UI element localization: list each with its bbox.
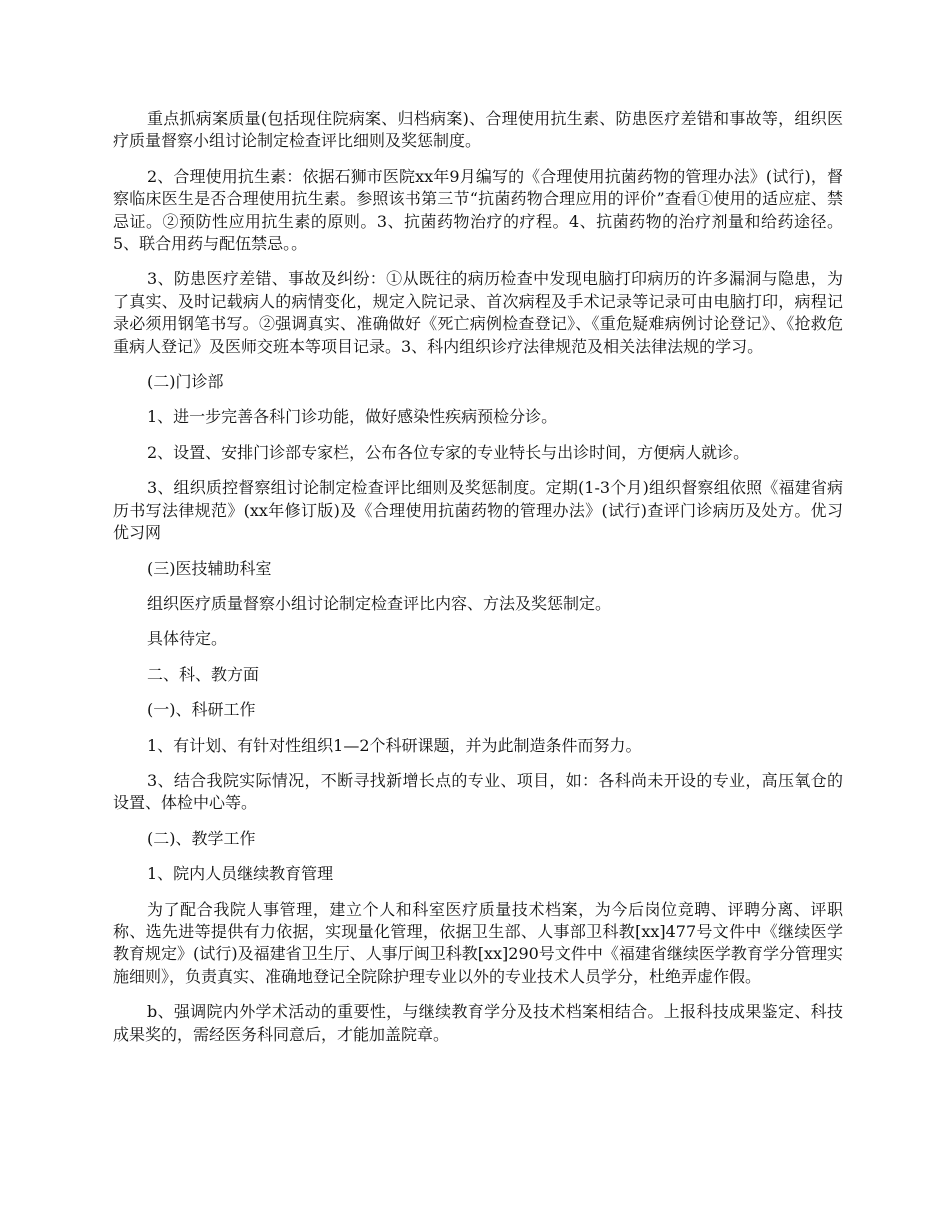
- section-heading-research: (一)、科研工作: [147, 700, 256, 720]
- section-heading-medtech: (三)医技辅助科室: [147, 558, 272, 578]
- section-heading-teaching: (二)、教学工作: [147, 828, 256, 848]
- paragraph-18: b、强调院内外学术活动的重要性，与继续教育学分及技术档案相结合。上报科技成果鉴定、科技成果奖的，需经医务科同意后，才能加盖院章。: [113, 1002, 843, 1044]
- paragraph-17: 为了配合我院人事管理，建立个人和科室医疗质量技术档案，为今后岗位竞聘、评聘分离、评职称、选先进等提供有力依据，实现量化管理，依据卫生部、人事部卫科教[xx]477号文件中《继续医学教育规定》(试行)及福建省卫生厅、人事厅闽卫科教[xx]290号文件中《福建省继续医学教育学分管理实施细则》，负责真实、准确地登记全院除护理专业以外的专业技术人员学分，杜绝弄虚作假。: [113, 899, 843, 986]
- paragraph-9: 组织医疗质量督察小组讨论制定检查评比内容、方法及奖惩制定。: [147, 593, 612, 613]
- paragraph-1: 重点抓病案质量(包括现住院病案、归档病案)、合理使用抗生素、防患医疗差错和事故等，组织医疗质量督察小组讨论制定检查评比细则及奖惩制度。: [113, 109, 843, 151]
- document-body: [113, 108, 843, 1059]
- paragraph-3: 3、防患医疗差错、事故及纠纷：①从既往的病历检查中发现电脑打印病历的许多漏洞与隐患，为了真实、及时记载病人的病情变化，规定入院记录、首次病程及手术记录等记录可由电脑打印，病程记录必须用钢笔书写。②强调真实、准确做好《死亡病例检查登记》、《重危疑难病例讨论登记》、《抢救危重病人登记》及医师交班本等项目记录。3、科内组织诊疗法律规范及相关法律法规的学习。: [113, 269, 843, 356]
- paragraph-10: 具体待定。: [147, 629, 228, 649]
- paragraph-5: 1、进一步完善各科门诊功能，做好感染性疾病预检分诊。: [147, 407, 558, 427]
- paragraph-6: 2、设置、安排门诊部专家栏，公布各位专家的专业特长与出诊时间，方便病人就诊。: [147, 442, 750, 462]
- paragraph-13: 1、有计划、有针对性组织1—2个科研课题，并为此制造条件而努力。: [147, 735, 642, 755]
- paragraph-14: 3、结合我院实际情况，不断寻找新增长点的专业、项目，如：各科尚未开设的专业，高压氧仓的设置、体检中心等。: [113, 770, 843, 813]
- section-heading-continuing-education: 1、院内人员继续教育管理: [147, 864, 334, 884]
- section-heading-research-teaching: 二、科、教方面: [147, 664, 260, 684]
- section-heading-outpatient: (二)门诊部: [147, 372, 224, 392]
- paragraph-7: 3、组织质控督察组讨论制定检查评比细则及奖惩制度。定期(1-3个月)组织督察组依照《福建省病历书写法律规范》(xx年修订版)及《合理使用抗菌药物的管理办法》(试行)查评门诊病历及处方。优习优习网: [113, 478, 843, 543]
- paragraph-2: 2、合理使用抗生素：依据石狮市医院xx年9月编写的《合理使用抗菌药物的管理办法》(试行)，督察临床医生是否合理使用抗生素。参照该书第三节“抗菌药物合理应用的评价”查看①使用的适应症、禁忌证。②预防性应用抗生素的原则。3、抗菌药物治疗的疗程。4、抗菌药物的治疗剂量和给药途径。5、联合用药与配伍禁忌。。: [113, 166, 843, 254]
